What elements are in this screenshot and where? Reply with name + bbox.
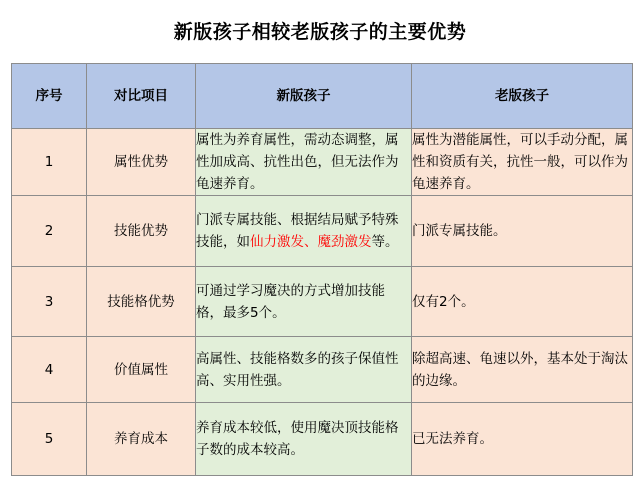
table-row	[12, 196, 633, 267]
header-item: 对比项目	[87, 64, 196, 129]
row-new	[196, 196, 412, 267]
row-new-text-end: 等。	[371, 234, 399, 250]
row-num: 5	[12, 403, 87, 476]
row-item: 技能格优势	[87, 267, 196, 337]
row-new: 可通过学习魔决的方式增加技能格，最多5个。	[196, 267, 412, 337]
table-row	[12, 403, 633, 476]
row-new: 属性为养育属性，需动态调整，属性加成高、抗性出色，但无法作为龟速养育。	[196, 129, 412, 196]
row-num: 1	[12, 129, 87, 196]
row-old: 已无法养育。	[412, 403, 633, 476]
row-item: 技能优势	[87, 196, 196, 267]
table-row	[12, 129, 633, 196]
row-num: 2	[12, 196, 87, 267]
highlight-text: 仙力激发、魔劲激发	[250, 234, 372, 250]
row-new-text: 门派专属技能、根据结局赋予特殊技能，如	[196, 212, 399, 250]
table-header-row	[12, 64, 633, 129]
page-title: 新版孩子相较老版孩子的主要优势	[173, 21, 467, 43]
comparison-table	[11, 63, 633, 476]
row-old: 仅有2个。	[412, 267, 633, 337]
table-row	[12, 337, 633, 403]
row-new: 高属性、技能格数多的孩子保值性高、实用性强。	[196, 337, 412, 403]
row-new: 养育成本较低，使用魔决顶技能格子数的成本较高。	[196, 403, 412, 476]
row-item: 养育成本	[87, 403, 196, 476]
row-old: 门派专属技能。	[412, 196, 633, 267]
row-old: 除超高速、龟速以外，基本处于淘汰的边缘。	[412, 337, 633, 403]
row-old: 属性为潜能属性，可以手动分配，属性和资质有关，抗性一般，可以作为龟速养育。	[412, 129, 633, 196]
header-new: 新版孩子	[196, 64, 412, 129]
row-num: 3	[12, 267, 87, 337]
header-old: 老版孩子	[412, 64, 633, 129]
row-num: 4	[12, 337, 87, 403]
row-item: 价值属性	[87, 337, 196, 403]
table-row	[12, 267, 633, 337]
header-num: 序号	[12, 64, 87, 129]
row-item: 属性优势	[87, 129, 196, 196]
